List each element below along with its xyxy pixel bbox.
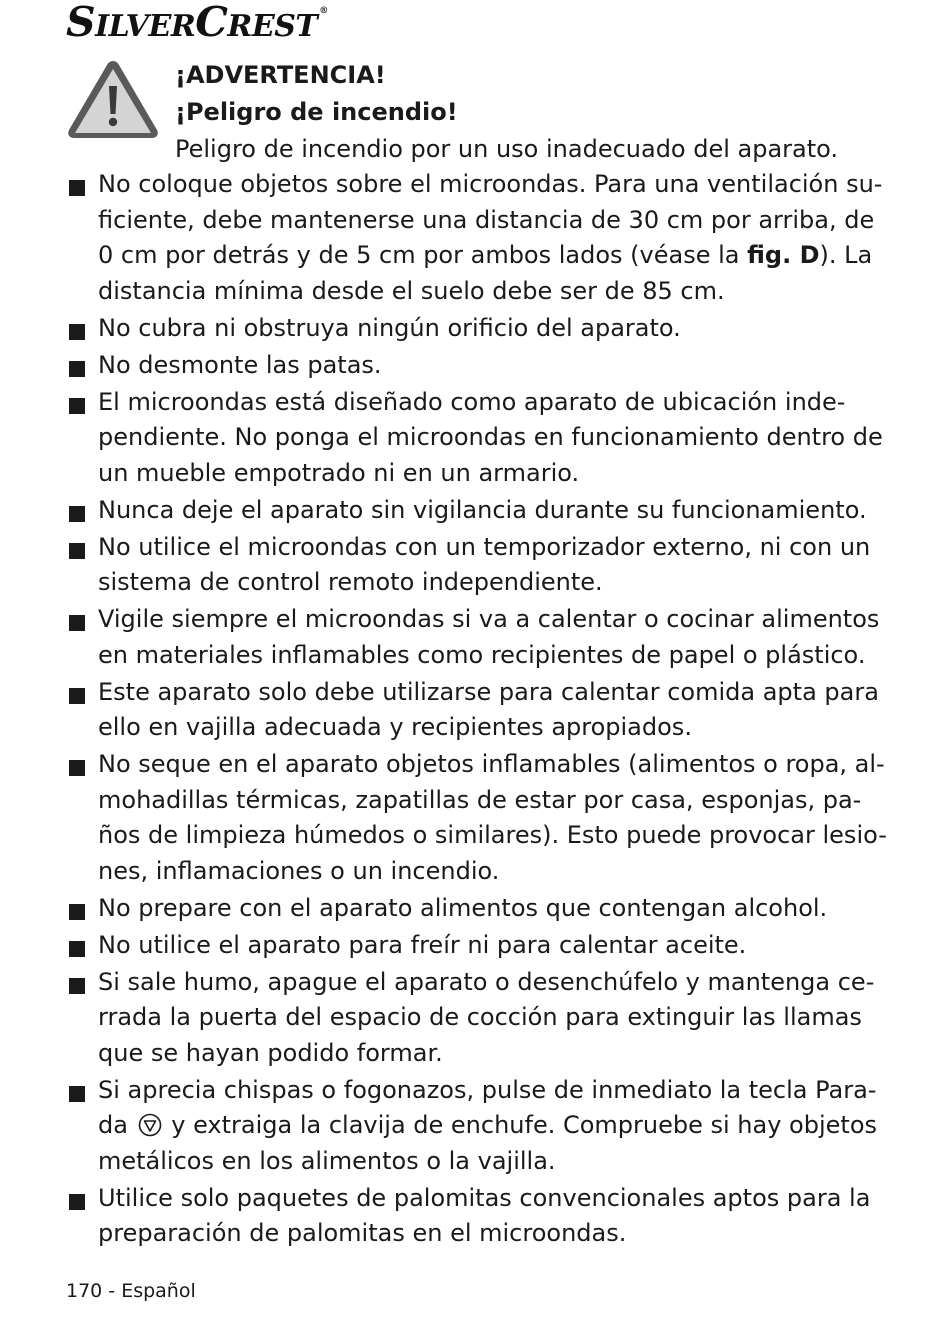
list-item (66, 167, 886, 309)
logo-text: REST (227, 9, 318, 44)
list-item (66, 891, 886, 927)
list-item-line: sistema de control remoto independiente. (98, 568, 603, 596)
list-item-line: da y extraiga la clavija de enchufe. Compruebe si hay objetos (98, 1111, 878, 1139)
bullet-square-icon (69, 324, 85, 340)
list-item-line: un mueble empotrado ni en un armario. (98, 458, 580, 487)
list-item (66, 493, 886, 529)
list-item-line: ficiente, debe mantenerse una distancia de 30 cm por arriba, de (98, 205, 875, 234)
list-item (66, 1073, 886, 1180)
bullet-square-icon (69, 941, 85, 957)
warning-title: ¡ADVERTENCIA! (175, 61, 386, 89)
list-item-line: No utilice el aparato para freír ni para calentar aceite. (98, 930, 747, 959)
list-item (66, 1181, 886, 1252)
bullet-square-icon (69, 543, 85, 559)
list-item-line: 0 cm por detrás y de 5 cm por ambos lados (véase la fig. D). La (98, 241, 873, 269)
list-item-line: No prepare con el aparato alimentos que contengan alcohol. (98, 893, 828, 922)
list-item (66, 530, 886, 601)
safety-list (66, 167, 886, 1253)
list-item (66, 747, 886, 889)
bullet-square-icon (69, 688, 85, 704)
bullet-square-icon (69, 506, 85, 522)
silvercrest-logo (66, 0, 328, 46)
warning-subtitle: ¡Peligro de incendio! (175, 98, 458, 126)
bullet-square-icon (69, 978, 85, 994)
stop-button-icon (138, 1113, 162, 1137)
bullet-square-icon (69, 180, 85, 196)
list-item-line: en materiales inflamables como recipientes de papel o plástico. (98, 640, 866, 669)
logo-text: C (195, 0, 228, 46)
list-item-line: ello en vajilla adecuada y recipientes apropiados. (98, 713, 692, 741)
list-item-line: No seque en el aparato objetos inflamables (alimentos o ropa, al- (98, 750, 885, 778)
list-item-line: Nunca deje el aparato sin vigilancia durante su funcionamiento. (98, 495, 867, 524)
bullet-square-icon (69, 615, 85, 631)
list-item (66, 602, 886, 673)
registered-mark: ® (319, 6, 328, 16)
list-item (66, 348, 886, 384)
logo-text: ILVER (95, 9, 196, 44)
list-item-line: distancia mínima desde el suelo debe ser de 85 cm. (98, 276, 725, 305)
warning-triangle-icon (66, 58, 160, 140)
list-item (66, 928, 886, 964)
list-item-line: rrada la puerta del espacio de cocción para extinguir las llamas (98, 1003, 862, 1031)
bullet-square-icon (69, 398, 85, 414)
bullet-square-icon (69, 1194, 85, 1210)
list-item-line: ños de limpieza húmedos o similares). Esto puede provocar lesio- (98, 821, 887, 849)
list-item-line: Si sale humo, apague el aparato o desenchúfelo y mantenga ce- (98, 967, 875, 996)
list-item-line: preparación de palomitas en el microondas. (98, 1219, 627, 1247)
list-item-line: No coloque objetos sobre el microondas. Para una ventilación su- (98, 170, 883, 198)
list-item-line: Utilice solo paquetes de palomitas convencionales aptos para la (98, 1183, 871, 1212)
list-item-line: metálicos en los alimentos o la vajilla. (98, 1146, 556, 1175)
logo-text: S (66, 0, 96, 46)
list-item-line: nes, inflamaciones o un incendio. (98, 856, 500, 885)
bullet-square-icon (69, 361, 85, 377)
list-item-line: que se hayan podido formar. (98, 1038, 443, 1067)
bullet-square-icon (69, 904, 85, 920)
list-item-line: pendiente. No ponga el microondas en funcionamiento dentro de (98, 423, 883, 451)
list-item-line: Vigile siempre el microondas si va a calentar o cocinar alimentos (98, 605, 880, 633)
warning-description: Peligro de incendio por un uso inadecuado del aparato. (175, 135, 839, 163)
list-item-line: No utilice el microondas con un temporizador externo, ni con un (98, 532, 871, 561)
list-item (66, 965, 886, 1072)
list-item-line: El microondas está diseñado como aparato de ubicación inde- (98, 387, 846, 416)
list-item (66, 385, 886, 492)
bullet-square-icon (69, 760, 85, 776)
figure-reference: fig. D (747, 241, 820, 269)
bullet-square-icon (69, 1086, 85, 1102)
list-item-line: No desmonte las patas. (98, 350, 382, 379)
list-item-line: mohadillas térmicas, zapatillas de estar por casa, esponjas, pa- (98, 785, 862, 814)
list-item-line: No cubra ni obstruya ningún orificio del aparato. (98, 313, 681, 342)
list-item-line: Este aparato solo debe utilizarse para calentar comida apta para (98, 677, 879, 706)
list-item (66, 311, 886, 347)
list-item (66, 675, 886, 746)
list-item-line: Si aprecia chispas o fogonazos, pulse de inmediato la tecla Para- (98, 1075, 877, 1104)
page-number: 170 - Español (66, 1280, 196, 1302)
